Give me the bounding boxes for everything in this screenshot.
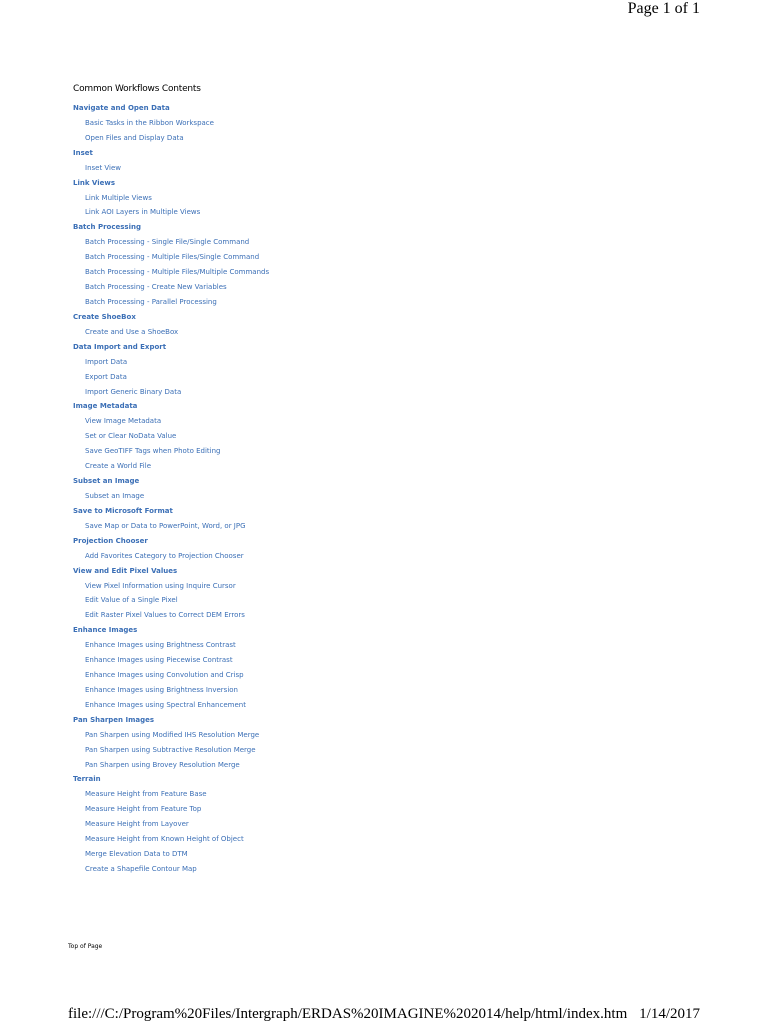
toc-section-link[interactable]: Navigate and Open Data <box>73 104 170 112</box>
toc-topic-link[interactable]: Link AOI Layers in Multiple Views <box>85 208 201 217</box>
toc-topic-link[interactable]: Enhance Images using Spectral Enhancement <box>85 700 246 709</box>
toc-topic-link[interactable]: Export Data <box>85 372 127 381</box>
toc-topic-link[interactable]: Open Files and Display Data <box>85 133 184 142</box>
toc-topic-link[interactable]: Subset an Image <box>85 491 145 500</box>
toc-topic-link[interactable]: Set or Clear NoData Value <box>85 432 177 441</box>
toc-topic-link[interactable]: Measure Height from Known Height of Object <box>85 835 244 844</box>
toc-topic-link[interactable]: Batch Processing - Single File/Single Command <box>85 238 250 247</box>
toc-topic-link[interactable]: Batch Processing - Parallel Processing <box>85 297 217 306</box>
toc-topic-link[interactable]: Create a Shapefile Contour Map <box>85 865 197 874</box>
footer-date: 1/14/2017 <box>639 1006 700 1022</box>
toc-topic-link[interactable]: Create a World File <box>85 462 151 471</box>
toc-topic-link[interactable]: Enhance Images using Convolution and Crisp <box>85 671 244 680</box>
toc-topic-link[interactable]: Pan Sharpen using Brovey Resolution Merge <box>85 760 240 769</box>
toc-topic-link[interactable]: Measure Height from Feature Top <box>85 805 202 814</box>
toc-section-link[interactable]: Inset <box>73 148 93 157</box>
footer-url: file:///C:/Program%20Files/Intergraph/ERDAS%20IMAGINE%202014/help/html/index.htm <box>68 1006 628 1022</box>
toc-section-link[interactable]: Enhance Images <box>73 626 138 635</box>
toc-section-link[interactable]: Link Views <box>73 178 116 187</box>
toc-topic-link[interactable]: Edit Raster Pixel Values to Correct DEM Errors <box>85 611 245 620</box>
toc-section-link[interactable]: Pan Sharpen Images <box>73 715 155 724</box>
toc-topic-link[interactable]: Basic Tasks in the Ribbon Workspace <box>85 118 214 127</box>
toc-topic-link[interactable]: Pan Sharpen using Subtractive Resolution Merge <box>85 745 256 754</box>
toc-list <box>73 101 269 877</box>
toc-topic-link[interactable]: Enhance Images using Brightness Contrast <box>85 641 236 650</box>
toc-topic-link[interactable]: Batch Processing - Multiple Files/Single Command <box>85 253 260 262</box>
toc-section-link[interactable]: Projection Chooser <box>73 536 148 545</box>
toc-topic-link[interactable]: Edit Value of a Single Pixel <box>85 596 178 605</box>
toc-topic-link[interactable]: Batch Processing - Create New Variables <box>85 283 227 292</box>
toc-topic-link[interactable]: Batch Processing - Multiple Files/Multiple Commands <box>85 268 270 277</box>
toc-section-link[interactable]: View and Edit Pixel Values <box>73 566 178 575</box>
toc-topic-link[interactable]: Merge Elevation Data to DTM <box>85 850 188 859</box>
toc-topic-link[interactable]: Link Multiple Views <box>85 193 152 202</box>
toc-topic-link[interactable]: Measure Height from Feature Base <box>85 790 207 799</box>
toc-topic-link[interactable]: Measure Height from Layover <box>85 820 189 829</box>
toc-topic-link[interactable]: Import Generic Binary Data <box>85 387 182 396</box>
toc-title: Common Workflows Contents <box>73 84 201 94</box>
toc-section-link[interactable]: Save to Microsoft Format <box>73 506 173 515</box>
toc-section-link[interactable]: Create ShoeBox <box>73 312 136 321</box>
toc-section-link[interactable]: Terrain <box>73 775 101 784</box>
toc-section-link[interactable]: Batch Processing <box>73 223 141 232</box>
toc-topic-link[interactable]: Enhance Images using Piecewise Contrast <box>85 656 233 665</box>
toc-topic-link[interactable]: View Image Metadata <box>85 417 162 426</box>
top-of-page-link[interactable]: Top of Page <box>68 943 103 950</box>
toc-topic-link[interactable]: Pan Sharpen using Modified IHS Resolution Merge <box>85 730 260 739</box>
toc-topic-link[interactable]: Enhance Images using Brightness Inversion <box>85 685 238 694</box>
toc-topic-link[interactable]: View Pixel Information using Inquire Cursor <box>85 581 236 590</box>
toc-section-link[interactable]: Image Metadata <box>73 402 138 411</box>
toc-topic-link[interactable]: Add Favorites Category to Projection Chooser <box>85 551 244 560</box>
toc-topic-link[interactable]: Import Data <box>85 357 128 366</box>
toc-section-link[interactable]: Subset an Image <box>73 477 140 486</box>
toc-topic-link[interactable]: Inset View <box>85 163 122 172</box>
toc-section-link[interactable]: Data Import and Export <box>73 342 167 351</box>
toc-topic-link[interactable]: Save Map or Data to PowerPoint, Word, or JPG <box>85 521 246 530</box>
toc-topic-link[interactable]: Save GeoTIFF Tags when Photo Editing <box>85 447 221 456</box>
page-number: Page 1 of 1 <box>627 0 700 17</box>
toc-topic-link[interactable]: Create and Use a ShoeBox <box>85 327 179 336</box>
